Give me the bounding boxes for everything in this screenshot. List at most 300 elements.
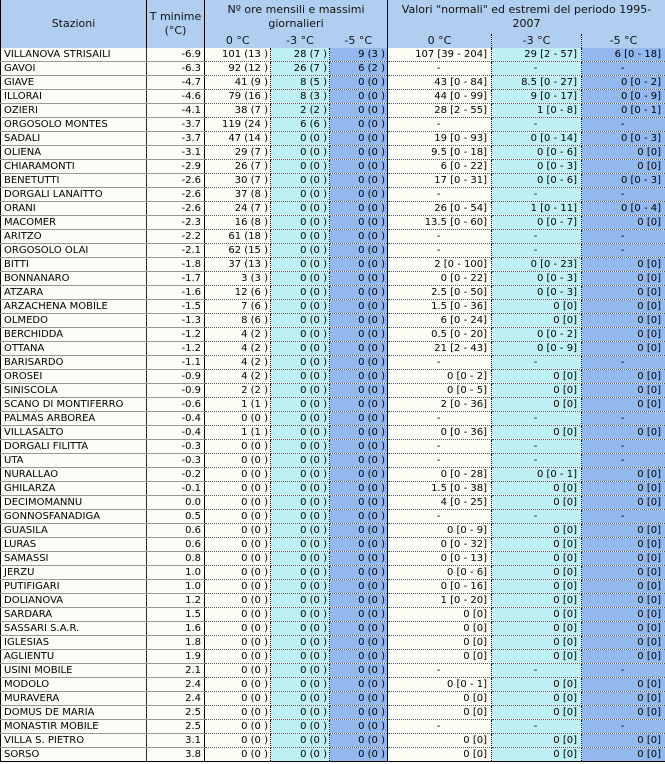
hours-m5c: 0 (0 ): [330, 692, 388, 706]
tmin-value: 3.8: [147, 748, 205, 762]
normal-m5c: 0 [0 - 1]: [582, 104, 665, 118]
normal-0c: 0 [0 - 9]: [388, 524, 492, 538]
normal-m3c: -: [492, 62, 582, 76]
hours-0c: 79 (16 ): [205, 90, 271, 104]
hours-m3c: 2 (2 ): [271, 104, 330, 118]
normal-m3c: 0 [0]: [492, 622, 582, 636]
normal-m3c: 0 [0 - 3]: [492, 272, 582, 286]
normal-0c: 0 [0 - 32]: [388, 538, 492, 552]
hours-0c: 0 (0 ): [205, 706, 271, 720]
station-name: UTA: [1, 454, 147, 468]
normal-m5c: 0 [0]: [582, 398, 665, 412]
tmin-value: -0.2: [147, 468, 205, 482]
normal-0c: 1.5 [0 - 36]: [388, 300, 492, 314]
station-name: SASSARI S.A.R.: [1, 622, 147, 636]
table-row: [1, 566, 665, 580]
hours-m5c: 0 (0 ): [330, 706, 388, 720]
station-name: ARZACHENA MOBILE: [1, 300, 147, 314]
tmin-value: -1.6: [147, 286, 205, 300]
station-name: BONNANARO: [1, 272, 147, 286]
normal-m3c: 0 [0 - 3]: [492, 160, 582, 174]
normal-m5c: -: [582, 188, 665, 202]
station-name: CHIARAMONTI: [1, 160, 147, 174]
normal-m5c: -: [582, 356, 665, 370]
table-row: [1, 706, 665, 720]
normal-0c: 0 [0 - 13]: [388, 552, 492, 566]
normal-m3c: -: [492, 510, 582, 524]
normal-m3c: 0 [0 - 1]: [492, 468, 582, 482]
table-row: [1, 454, 665, 468]
station-name: IGLESIAS: [1, 636, 147, 650]
table-row: [1, 202, 665, 216]
hours-m5c: 0 (0 ): [330, 748, 388, 762]
table-row: [1, 104, 665, 118]
normal-0c: -: [388, 230, 492, 244]
hours-0c: 0 (0 ): [205, 482, 271, 496]
normal-m5c: 0 [0]: [582, 594, 665, 608]
normal-m3c: 29 [2 - 57]: [492, 48, 582, 62]
table-row: [1, 48, 665, 62]
hours-m3c: 0 (0 ): [271, 132, 330, 146]
table-row: [1, 440, 665, 454]
hours-m5c: 0 (0 ): [330, 538, 388, 552]
normal-m5c: 0 [0]: [582, 286, 665, 300]
tmin-value: -1.5: [147, 300, 205, 314]
hours-m3c: 0 (0 ): [271, 636, 330, 650]
tmin-value: 0.5: [147, 510, 205, 524]
hours-m5c: 9 (3 ): [330, 48, 388, 62]
hours-m5c: 6 (2 ): [330, 62, 388, 76]
table-row: [1, 398, 665, 412]
normal-m5c: -: [582, 440, 665, 454]
hours-m5c: 0 (0 ): [330, 174, 388, 188]
hours-m3c: 0 (0 ): [271, 426, 330, 440]
normal-m3c: 8.5 [0 - 27]: [492, 76, 582, 90]
table-row: [1, 678, 665, 692]
station-name: BENETUTTI: [1, 174, 147, 188]
tmin-value: 2.1: [147, 664, 205, 678]
normal-m5c: 0 [0]: [582, 580, 665, 594]
normal-m3c: 0 [0 - 7]: [492, 216, 582, 230]
normal-m5c: -: [582, 62, 665, 76]
header-normals-m3c: -3 °C: [492, 34, 582, 48]
station-name: MODOLO: [1, 678, 147, 692]
normal-m5c: 0 [0]: [582, 342, 665, 356]
tmin-value: -2.3: [147, 216, 205, 230]
hours-0c: 119 (24 ): [205, 118, 271, 132]
table-row: [1, 636, 665, 650]
hours-m5c: 0 (0 ): [330, 566, 388, 580]
table-row: [1, 412, 665, 426]
normal-m3c: -: [492, 118, 582, 132]
hours-0c: 0 (0 ): [205, 412, 271, 426]
tmin-value: -4.1: [147, 104, 205, 118]
table-row: [1, 118, 665, 132]
table-row: [1, 594, 665, 608]
normal-m5c: 0 [0 - 3]: [582, 132, 665, 146]
header-stations: Stazioni: [1, 0, 147, 48]
normal-m5c: -: [582, 244, 665, 258]
hours-m3c: 0 (0 ): [271, 272, 330, 286]
table-row: [1, 90, 665, 104]
tmin-value: 2.5: [147, 706, 205, 720]
normal-m5c: 0 [0]: [582, 370, 665, 384]
hours-m3c: 0 (0 ): [271, 216, 330, 230]
normal-m3c: 0 [0 - 2]: [492, 328, 582, 342]
normal-0c: 28 [2 - 55]: [388, 104, 492, 118]
hours-0c: 0 (0 ): [205, 748, 271, 762]
hours-m5c: 0 (0 ): [330, 496, 388, 510]
hours-m5c: 0 (0 ): [330, 230, 388, 244]
table-row: [1, 734, 665, 748]
tmin-value: -3.1: [147, 146, 205, 160]
normal-m5c: 0 [0 - 4]: [582, 202, 665, 216]
hours-m3c: 0 (0 ): [271, 314, 330, 328]
normal-m5c: 0 [0]: [582, 468, 665, 482]
hours-0c: 0 (0 ): [205, 524, 271, 538]
normal-m5c: 0 [0]: [582, 300, 665, 314]
station-name: VILLANOVA STRISAILI: [1, 48, 147, 62]
hours-m3c: 0 (0 ): [271, 748, 330, 762]
table-row: [1, 174, 665, 188]
hours-m3c: 6 (6 ): [271, 118, 330, 132]
hours-m5c: 0 (0 ): [330, 524, 388, 538]
normal-0c: 0.5 [0 - 20]: [388, 328, 492, 342]
normal-0c: 17 [0 - 31]: [388, 174, 492, 188]
tmin-value: -4.7: [147, 76, 205, 90]
normal-m3c: 0 [0]: [492, 384, 582, 398]
hours-m3c: 0 (0 ): [271, 384, 330, 398]
hours-m5c: 0 (0 ): [330, 118, 388, 132]
normal-0c: 0 [0]: [388, 734, 492, 748]
tmin-value: -2.6: [147, 202, 205, 216]
hours-m5c: 0 (0 ): [330, 650, 388, 664]
tmin-value: -0.9: [147, 370, 205, 384]
normal-0c: 0 [0 - 2]: [388, 370, 492, 384]
normal-m5c: 0 [0]: [582, 706, 665, 720]
normal-m3c: 0 [0]: [492, 566, 582, 580]
hours-m3c: 0 (0 ): [271, 678, 330, 692]
table-row: [1, 300, 665, 314]
hours-m5c: 0 (0 ): [330, 258, 388, 272]
normal-0c: 13.5 [0 - 60]: [388, 216, 492, 230]
table-row: [1, 272, 665, 286]
hours-m5c: 0 (0 ): [330, 622, 388, 636]
normal-0c: 0 [0]: [388, 622, 492, 636]
normal-m5c: -: [582, 510, 665, 524]
hours-m3c: 8 (5 ): [271, 76, 330, 90]
hours-m5c: 0 (0 ): [330, 188, 388, 202]
normal-m3c: 0 [0 - 23]: [492, 258, 582, 272]
station-name: ATZARA: [1, 286, 147, 300]
normal-0c: -: [388, 510, 492, 524]
hours-m5c: 0 (0 ): [330, 216, 388, 230]
hours-m3c: 0 (0 ): [271, 146, 330, 160]
hours-0c: 0 (0 ): [205, 468, 271, 482]
normal-m3c: -: [492, 720, 582, 734]
station-name: VILLA S. PIETRO: [1, 734, 147, 748]
hours-m3c: 0 (0 ): [271, 342, 330, 356]
normal-0c: 0 [0 - 16]: [388, 580, 492, 594]
header-tmin: T minime (°C): [147, 0, 205, 48]
hours-m3c: 0 (0 ): [271, 692, 330, 706]
normal-0c: -: [388, 720, 492, 734]
normal-m5c: 0 [0 - 9]: [582, 90, 665, 104]
station-name: BERCHIDDA: [1, 328, 147, 342]
normal-m3c: 0 [0]: [492, 650, 582, 664]
tmin-value: 2.4: [147, 678, 205, 692]
table-row: [1, 286, 665, 300]
hours-m3c: 0 (0 ): [271, 566, 330, 580]
table-row: [1, 482, 665, 496]
station-name: SINISCOLA: [1, 384, 147, 398]
normal-m5c: 0 [0]: [582, 678, 665, 692]
hours-0c: 0 (0 ): [205, 594, 271, 608]
tmin-value: 1.0: [147, 580, 205, 594]
table-row: [1, 342, 665, 356]
station-name: BITTI: [1, 258, 147, 272]
hours-0c: 0 (0 ): [205, 552, 271, 566]
station-name: ORGOSOLO OLAI: [1, 244, 147, 258]
tmin-value: 1.2: [147, 594, 205, 608]
normal-m3c: 1 [0 - 11]: [492, 202, 582, 216]
normal-m5c: 0 [0]: [582, 216, 665, 230]
hours-0c: 4 (2 ): [205, 328, 271, 342]
normal-m3c: 0 [0]: [492, 314, 582, 328]
table-row: [1, 580, 665, 594]
hours-m5c: 0 (0 ): [330, 104, 388, 118]
tmin-value: -1.2: [147, 342, 205, 356]
hours-m5c: 0 (0 ): [330, 202, 388, 216]
hours-m3c: 0 (0 ): [271, 286, 330, 300]
hours-0c: 0 (0 ): [205, 650, 271, 664]
table-row: [1, 748, 665, 762]
normal-m3c: -: [492, 356, 582, 370]
hours-0c: 0 (0 ): [205, 608, 271, 622]
hours-0c: 2 (2 ): [205, 384, 271, 398]
table-row: [1, 146, 665, 160]
table-row: [1, 622, 665, 636]
tmin-value: 0.6: [147, 538, 205, 552]
hours-m3c: 0 (0 ): [271, 594, 330, 608]
hours-0c: 37 (13 ): [205, 258, 271, 272]
tmin-value: -0.3: [147, 440, 205, 454]
hours-0c: 1 (1 ): [205, 426, 271, 440]
hours-0c: 30 (7 ): [205, 174, 271, 188]
hours-0c: 8 (6 ): [205, 314, 271, 328]
table-row: [1, 76, 665, 90]
hours-m3c: 0 (0 ): [271, 202, 330, 216]
tmin-value: -2.1: [147, 244, 205, 258]
hours-m5c: 0 (0 ): [330, 510, 388, 524]
normal-m3c: 0 [0]: [492, 580, 582, 594]
normal-m5c: 6 [0 - 18]: [582, 48, 665, 62]
station-name: DECIMOMANNU: [1, 496, 147, 510]
station-name: OTTANA: [1, 342, 147, 356]
normal-0c: 6 [0 - 22]: [388, 160, 492, 174]
hours-0c: 4 (2 ): [205, 370, 271, 384]
header-normals-group: Valori "normali" ed estremi del periodo 1995-2007: [388, 0, 665, 34]
normal-m3c: -: [492, 188, 582, 202]
normal-m5c: 0 [0]: [582, 692, 665, 706]
hours-m5c: 0 (0 ): [330, 300, 388, 314]
hours-0c: 12 (6 ): [205, 286, 271, 300]
hours-m3c: 0 (0 ): [271, 230, 330, 244]
normal-0c: -: [388, 440, 492, 454]
table-row: [1, 720, 665, 734]
header-normals-m5c: -5 °C: [582, 34, 665, 48]
table-row: [1, 608, 665, 622]
hours-m3c: 0 (0 ): [271, 482, 330, 496]
station-name: DORGALI LANAITTO: [1, 188, 147, 202]
normal-m3c: -: [492, 454, 582, 468]
normal-m5c: 0 [0]: [582, 650, 665, 664]
normal-0c: 44 [0 - 99]: [388, 90, 492, 104]
hours-0c: 101 (13 ): [205, 48, 271, 62]
hours-0c: 0 (0 ): [205, 636, 271, 650]
normal-0c: 2.5 [0 - 50]: [388, 286, 492, 300]
normal-m3c: -: [492, 244, 582, 258]
hours-0c: 0 (0 ): [205, 580, 271, 594]
hours-0c: 0 (0 ): [205, 454, 271, 468]
header-hours-0c: 0 °C: [205, 34, 271, 48]
table-row: [1, 188, 665, 202]
hours-m5c: 0 (0 ): [330, 370, 388, 384]
hours-m3c: 28 (7 ): [271, 48, 330, 62]
station-name: DORGALI FILITTA: [1, 440, 147, 454]
hours-m5c: 0 (0 ): [330, 734, 388, 748]
normal-m5c: 0 [0]: [582, 482, 665, 496]
normal-m5c: 0 [0]: [582, 272, 665, 286]
tmin-value: -3.7: [147, 118, 205, 132]
table-row: [1, 510, 665, 524]
normal-0c: 0 [0 - 6]: [388, 566, 492, 580]
hours-m3c: 0 (0 ): [271, 650, 330, 664]
tmin-value: -1.2: [147, 328, 205, 342]
hours-0c: 61 (18 ): [205, 230, 271, 244]
station-name: PUTIFIGARI: [1, 580, 147, 594]
tmin-value: -6.3: [147, 62, 205, 76]
table-row: [1, 314, 665, 328]
normal-0c: 0 [0 - 5]: [388, 384, 492, 398]
tmin-value: 1.0: [147, 566, 205, 580]
hours-0c: 16 (8 ): [205, 216, 271, 230]
normal-m5c: 0 [0]: [582, 538, 665, 552]
table-row: [1, 356, 665, 370]
table-row: [1, 524, 665, 538]
station-name: ILLORAI: [1, 90, 147, 104]
hours-m5c: 0 (0 ): [330, 314, 388, 328]
hours-m3c: 0 (0 ): [271, 188, 330, 202]
hours-0c: 3 (3 ): [205, 272, 271, 286]
header-hours-group: Nº ore mensili e massimi giornalieri: [205, 0, 388, 34]
normal-m3c: 0 [0]: [492, 300, 582, 314]
hours-0c: 0 (0 ): [205, 678, 271, 692]
normal-m5c: 0 [0]: [582, 426, 665, 440]
hours-m5c: 0 (0 ): [330, 342, 388, 356]
hours-m5c: 0 (0 ): [330, 678, 388, 692]
hours-0c: 62 (15 ): [205, 244, 271, 258]
table-row: [1, 370, 665, 384]
hours-m5c: 0 (0 ): [330, 426, 388, 440]
hours-0c: 38 (7 ): [205, 104, 271, 118]
normal-m3c: 0 [0]: [492, 552, 582, 566]
normal-0c: -: [388, 412, 492, 426]
normal-0c: 43 [0 - 84]: [388, 76, 492, 90]
table-row: [1, 258, 665, 272]
station-name: ARITZO: [1, 230, 147, 244]
normal-0c: 0 [0]: [388, 636, 492, 650]
hours-m5c: 0 (0 ): [330, 132, 388, 146]
tmin-value: -2.6: [147, 188, 205, 202]
hours-0c: 29 (7 ): [205, 146, 271, 160]
normal-m5c: -: [582, 720, 665, 734]
hours-m3c: 8 (3 ): [271, 90, 330, 104]
tmin-value: 0.8: [147, 552, 205, 566]
hours-m3c: 0 (0 ): [271, 356, 330, 370]
hours-m3c: 0 (0 ): [271, 412, 330, 426]
hours-m5c: 0 (0 ): [330, 720, 388, 734]
station-name: DOMUS DE MARIA: [1, 706, 147, 720]
normal-m3c: 0 [0 - 6]: [492, 174, 582, 188]
station-name: PALMAS ARBOREA: [1, 412, 147, 426]
station-name: AGLIENTU: [1, 650, 147, 664]
hours-m5c: 0 (0 ): [330, 468, 388, 482]
hours-m3c: 0 (0 ): [271, 552, 330, 566]
normal-m5c: 0 [0]: [582, 314, 665, 328]
hours-m3c: 0 (0 ): [271, 510, 330, 524]
normal-m3c: 0 [0 - 3]: [492, 286, 582, 300]
hours-0c: 4 (2 ): [205, 356, 271, 370]
tmin-value: 1.9: [147, 650, 205, 664]
normal-m5c: 0 [0]: [582, 160, 665, 174]
station-name: OROSEI: [1, 370, 147, 384]
normal-m3c: -: [492, 440, 582, 454]
normal-0c: -: [388, 62, 492, 76]
hours-m3c: 0 (0 ): [271, 328, 330, 342]
table-body: [1, 48, 665, 762]
table-row: [1, 62, 665, 76]
normal-0c: 21 [2 - 43]: [388, 342, 492, 356]
normal-m3c: 0 [0]: [492, 594, 582, 608]
hours-m5c: 0 (0 ): [330, 160, 388, 174]
normal-m3c: 0 [0]: [492, 706, 582, 720]
tmin-value: -3.7: [147, 132, 205, 146]
table-row: [1, 132, 665, 146]
hours-m5c: 0 (0 ): [330, 90, 388, 104]
station-name: LURAS: [1, 538, 147, 552]
normal-0c: 0 [0]: [388, 608, 492, 622]
tmin-value: -2.2: [147, 230, 205, 244]
hours-m3c: 0 (0 ): [271, 496, 330, 510]
normal-m5c: -: [582, 230, 665, 244]
hours-m5c: 0 (0 ): [330, 146, 388, 160]
normal-m3c: 0 [0]: [492, 524, 582, 538]
hours-0c: 26 (7 ): [205, 160, 271, 174]
hours-m3c: 0 (0 ): [271, 664, 330, 678]
station-name: GHILARZA: [1, 482, 147, 496]
normal-0c: 2 [0 - 36]: [388, 398, 492, 412]
normal-m3c: 0 [0]: [492, 370, 582, 384]
normal-0c: 0 [0 - 1]: [388, 678, 492, 692]
normal-0c: 0 [0]: [388, 650, 492, 664]
hours-m5c: 0 (0 ): [330, 454, 388, 468]
normal-m5c: 0 [0 - 2]: [582, 76, 665, 90]
hours-m5c: 0 (0 ): [330, 580, 388, 594]
hours-m3c: 0 (0 ): [271, 370, 330, 384]
normal-0c: 107 [39 - 204]: [388, 48, 492, 62]
tmin-value: 1.6: [147, 622, 205, 636]
